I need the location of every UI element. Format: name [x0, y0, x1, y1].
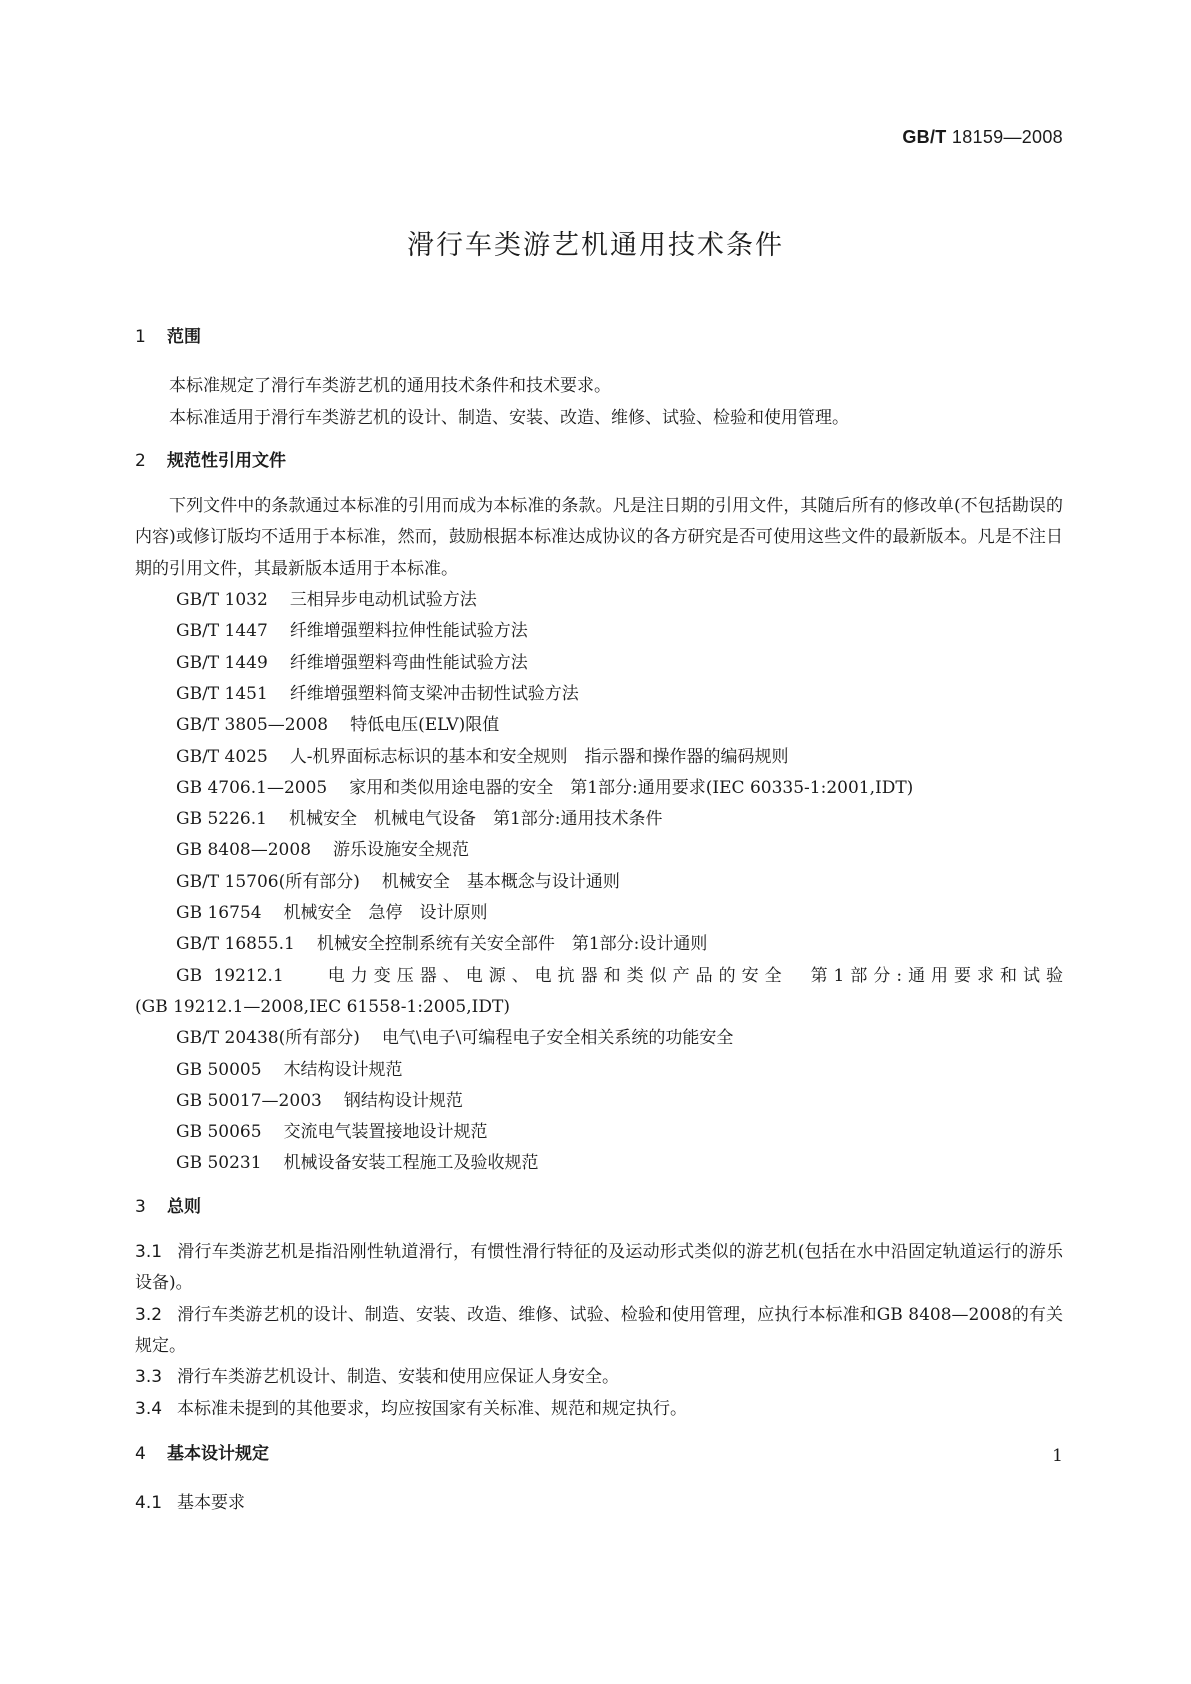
reference-code: GB 4706.1—2005 [176, 777, 328, 798]
reference-title: 游乐设施安全规范 [333, 840, 470, 861]
section-title: 规范性引用文件 [167, 450, 286, 471]
section-number: 2 [135, 450, 146, 471]
reference-title: 机械安全 基本概念与设计通则 [381, 871, 620, 892]
reference-item [135, 585, 1063, 616]
reference-item [135, 710, 1063, 741]
reference-item [135, 1148, 1063, 1179]
section-title: 总则 [167, 1196, 201, 1217]
reference-item [135, 867, 1063, 898]
paragraph: 本标准规定了滑行车类游艺机的通用技术条件和技术要求。 [169, 376, 611, 397]
section-number: 4 [135, 1443, 146, 1464]
section-number: 3 [135, 1196, 146, 1217]
subsection-title: 基本要求 [177, 1493, 245, 1514]
reference-item-wrapped [135, 961, 1063, 992]
reference-item [135, 742, 1063, 773]
reference-item [135, 648, 1063, 679]
document-title: 滑行车类游艺机通用技术条件 [407, 230, 784, 261]
clause-number: 3.2 [135, 1304, 163, 1325]
reference-code: GB/T 16855.1 [176, 934, 295, 955]
reference-item [135, 1086, 1063, 1117]
section-title: 基本设计规定 [167, 1443, 269, 1464]
reference-item [135, 929, 1063, 960]
reference-item [135, 1055, 1063, 1086]
reference-title: 木结构设计规范 [283, 1059, 403, 1080]
reference-item [135, 1117, 1063, 1148]
section-number: 1 [135, 327, 146, 347]
reference-item [135, 773, 1063, 804]
reference-item [135, 679, 1063, 710]
reference-code: GB 50231 [176, 1153, 262, 1174]
clause-number: 3.1 [135, 1242, 163, 1263]
reference-code: GB 50005 [176, 1059, 262, 1080]
reference-code: GB/T 1449 [176, 652, 268, 673]
reference-code: GB/T 1451 [176, 683, 268, 704]
reference-title: 人-机界面标志标识的基本和安全规则 指示器和操作器的编码规则 [289, 746, 789, 767]
reference-title: 交流电气装置接地设计规范 [283, 1122, 488, 1143]
reference-title: 三相异步电动机试验方法 [289, 590, 477, 611]
reference-title: 纤维增强塑料弯曲性能试验方法 [289, 652, 528, 673]
reference-item [135, 898, 1063, 929]
reference-code: GB 16754 [176, 903, 262, 924]
document-body [135, 322, 1063, 1519]
reference-code: GB 50017—2003 [176, 1090, 322, 1111]
clause-text: 滑行车类游艺机的设计、制造、安装、改造、维修、试验、检验和使用管理，应执行本标准和GB 8408—2008的有关规定。 [135, 1304, 1063, 1356]
reference-title: 电力变压器、电源、电抗器和类似产品的安全 第1部分:通用要求和试验 [321, 965, 1064, 986]
reference-item [135, 804, 1063, 835]
paragraph: 本标准适用于滑行车类游艺机的设计、制造、安装、改造、维修、试验、检验和使用管理。 [169, 407, 849, 428]
section-heading-basic-design [135, 1439, 1063, 1470]
reference-item [135, 835, 1063, 866]
clause [135, 1394, 1063, 1425]
reference-title: 家用和类似用途电器的安全 第1部分:通用要求(IEC 60335-1:2001,IDT) [349, 777, 914, 798]
clause [135, 1300, 1063, 1363]
reference-code: GB/T 1032 [176, 590, 268, 611]
clause [135, 1362, 1063, 1393]
standard-code [902, 127, 1063, 148]
clause-number: 3.4 [135, 1398, 163, 1419]
reference-item [135, 1023, 1063, 1054]
reference-title: 机械设备安装工程施工及验收规范 [283, 1153, 539, 1174]
reference-code: GB 19212.1 [176, 965, 284, 986]
clause [135, 1237, 1063, 1300]
reference-code: GB 5226.1 [176, 809, 267, 830]
section-heading-general [135, 1192, 1063, 1223]
reference-title: 特低电压(ELV)限值 [350, 715, 500, 736]
reference-title: 钢结构设计规范 [343, 1090, 463, 1111]
reference-title: 机械安全控制系统有关安全部件 第1部分:设计通则 [316, 934, 708, 955]
reference-code: GB/T 3805—2008 [176, 715, 329, 736]
page-number: 1 [1052, 1446, 1063, 1466]
reference-code: GB/T 20438(所有部分) [176, 1028, 360, 1049]
reference-title: 纤维增强塑料拉伸性能试验方法 [289, 621, 528, 642]
reference-item [135, 616, 1063, 647]
reference-continuation: (GB 19212.1—2008,IEC 61558-1:2005,IDT) [135, 996, 510, 1017]
section-heading-normative-references [135, 446, 1063, 477]
reference-title: 电气\电子\可编程电子安全相关系统的功能安全 [381, 1028, 734, 1049]
standard-prefix: GB/T [902, 127, 947, 147]
reference-title: 纤维增强塑料简支梁冲击韧性试验方法 [289, 683, 579, 704]
reference-code: GB 8408—2008 [176, 840, 312, 861]
clause-text: 滑行车类游艺机是指沿刚性轨道滑行，有惯性滑行特征的及运动形式类似的游艺机(包括在水中沿固定轨道运行的游乐设备)。 [135, 1242, 1063, 1294]
reference-title: 机械安全 机械电气设备 第1部分:通用技术条件 [288, 809, 663, 830]
reference-list [135, 585, 1063, 1180]
reference-code: GB/T 15706(所有部分) [176, 871, 360, 892]
clause-text: 本标准未提到的其他要求，均应按国家有关标准、规范和规定执行。 [177, 1398, 687, 1419]
standard-number: 18159—2008 [951, 127, 1063, 147]
reference-code: GB/T 1447 [176, 621, 268, 642]
clause-number: 3.3 [135, 1367, 163, 1388]
subsection-heading [135, 1488, 1063, 1519]
clause-text: 滑行车类游艺机设计、制造、安装和使用应保证人身安全。 [177, 1367, 619, 1388]
clause-number: 4.1 [135, 1493, 163, 1514]
section-title: 范围 [167, 327, 201, 347]
section-heading-scope [135, 322, 1063, 353]
reference-code: GB/T 4025 [176, 746, 268, 767]
reference-code: GB 50065 [176, 1122, 262, 1143]
reference-title: 机械安全 急停 设计原则 [283, 903, 488, 924]
paragraph: 下列文件中的条款通过本标准的引用而成为本标准的条款。凡是注日期的引用文件，其随后所有的修改单(不包括勘误的内容)或修订版均不适用于本标准，然而，鼓励根据本标准达成协议的各方研究是否可使用这些文件的最新版本。凡是不注日期的引用文件，其最新版本适用于本标准。 [135, 496, 1063, 579]
